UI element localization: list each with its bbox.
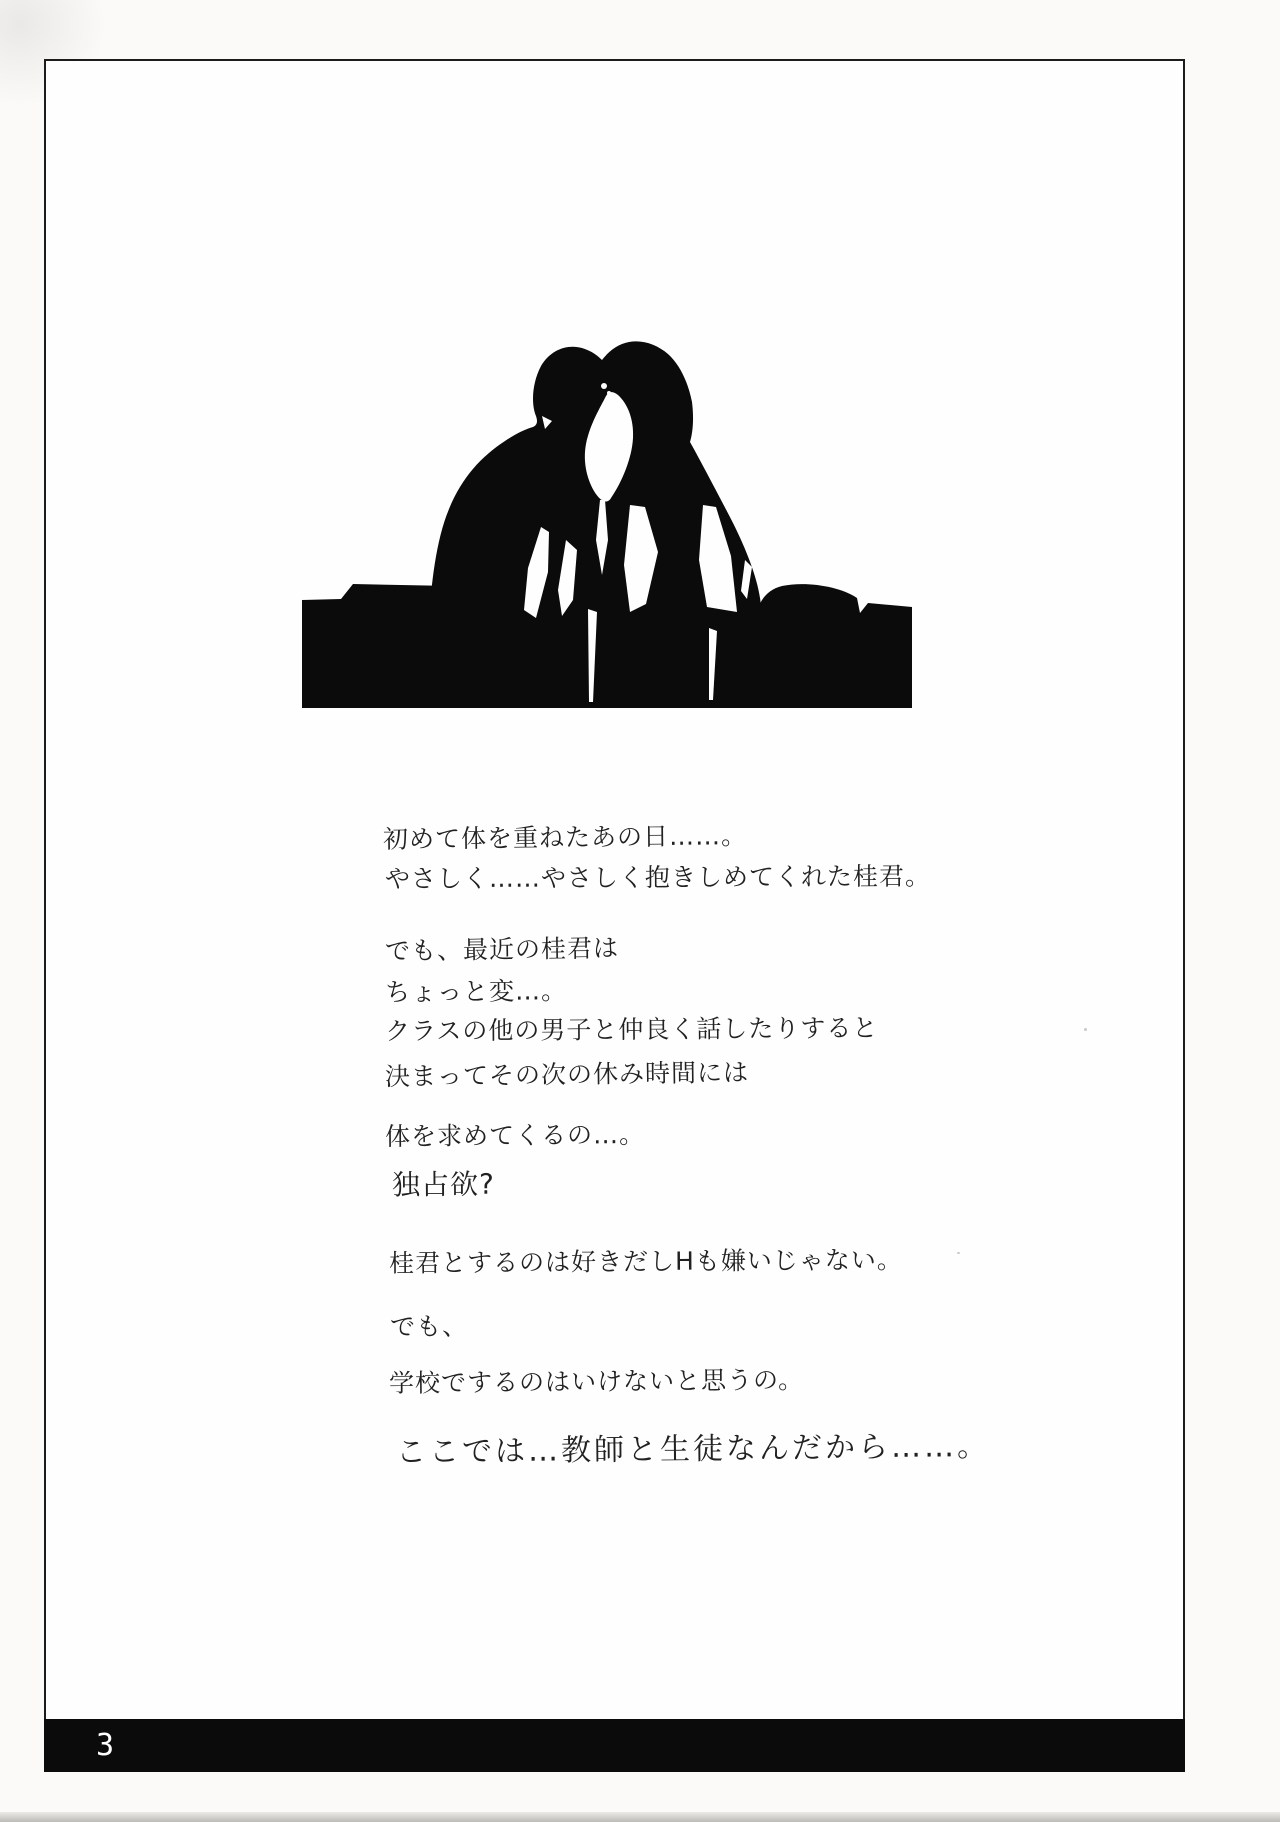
kiss-gap-dot [601,383,607,389]
paper-speck [1084,1028,1087,1031]
text-line: でも、最近の桂君は [384,933,620,966]
text-line: 桂君とするのは好きだしHも嫌いじゃない。 [388,1245,903,1278]
paper-speck [957,1252,960,1254]
text-line: クラスの他の男子と仲良く話したりすると [384,1013,879,1046]
text-line: 初めて体を重ねたあの日……。 [382,821,748,854]
text-line: ここでは…教師と生徒なんだから……。 [395,1428,991,1471]
text-line: 学校でするのはいけないと思うの。 [388,1365,805,1398]
text-line: 体を求めてくるの…。 [384,1119,646,1152]
page-number: 3 [96,1728,115,1763]
text-line: でも、 [389,1311,469,1342]
text-line: 独占欲? [391,1167,496,1202]
footer-bar [44,1719,1185,1772]
text-line: ちょっと変…。 [384,976,568,1007]
text-line: やさしく……やさしく抱きしめてくれた桂君。 [384,861,932,894]
text-line: 決まってその次の休み時間には [384,1057,750,1092]
scan-edge-shadow [0,1812,1280,1822]
